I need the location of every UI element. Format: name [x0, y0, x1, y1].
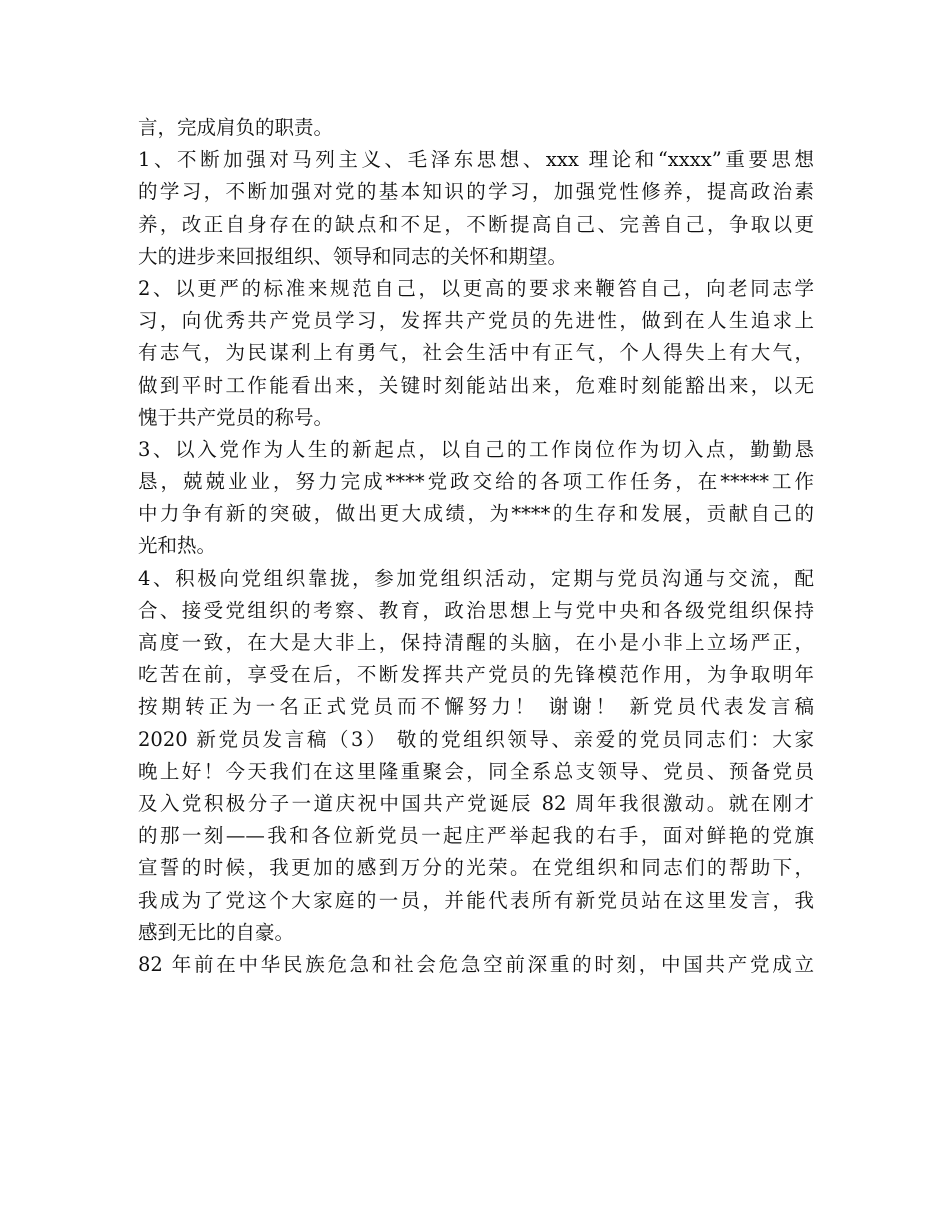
text-line: 合、接受党组织的考察、教育，政治思想上与党中央和各级党组织保持 — [138, 598, 814, 622]
text-line: 按期转正为一名正式党员而不懈努力！ 谢谢！ 新党员代表发言稿 — [138, 695, 814, 719]
text-line: 2、以更严的标准来规范自己，以更高的要求来鞭笞自己，向老同志学 — [138, 276, 814, 300]
text-line: 愧于共产党员的称号。 — [138, 405, 334, 429]
text-line: 光和热。 — [138, 534, 217, 558]
text-line: 及入党积极分子一道庆祝中国共产党诞辰 82 周年我很激动。就在刚才 — [138, 791, 814, 815]
text-line: 高度一致，在大是大非上，保持清醒的头脑，在小是小非上立场严正， — [138, 631, 814, 654]
text-line: 宣誓的时候，我更加的感到万分的光荣。在党组织和同志们的帮助下， — [138, 856, 814, 880]
text-line: 4、积极向党组织靠拢，参加党组织活动，定期与党员沟通与交流，配 — [138, 566, 814, 590]
text-line: 习，向优秀共产党员学习，发挥共产党员的先进性，做到在人生追求上 — [138, 309, 814, 333]
text-line: 养，改正自身存在的缺点和不足，不断提高自己、完善自己，争取以更 — [138, 212, 814, 236]
text-line: 大的进步来回报组织、领导和同志的关怀和期望。 — [138, 244, 568, 268]
text-line: 的学习，不断加强对党的基本知识的学习，加强党性修养，提高政治素 — [138, 180, 814, 204]
text-line: 1、不断加强对马列主义、毛泽东思想、xxx 理论和“xxxx”重要思想 — [138, 148, 814, 172]
text-line: 晚上好！今天我们在这里隆重聚会，同全系总支领导、党员、预备党员 — [138, 759, 814, 783]
text-line: 中力争有新的突破，做出更大成绩，为****的生存和发展，贡献自己的 — [138, 502, 814, 526]
text-line: 的那一刻——我和各位新党员一起庄严举起我的右手，面对鲜艳的党旗 — [138, 824, 814, 848]
text-line: 恳，兢兢业业，努力完成****党政交给的各项工作任务，在*****工作 — [138, 470, 814, 494]
text-line: 感到无比的自豪。 — [138, 920, 295, 944]
text-line: 2020 新党员发言稿（3） 敬的党组织领导、亲爱的党员同志们：大家 — [138, 727, 814, 751]
text-line: 有志气，为民谋利上有勇气，社会生活中有正气，个人得失上有大气， — [138, 341, 814, 365]
text-line: 吃苦在前，享受在后，不断发挥共产党员的先锋模范作用，为争取明年 — [138, 663, 814, 687]
text-line: 做到平时工作能看出来，关键时刻能站出来，危难时刻能豁出来，以无 — [138, 373, 814, 397]
text-line: 我成为了党这个大家庭的一员，并能代表所有新党员站在这里发言，我 — [138, 888, 814, 912]
text-line: 言，完成肩负的职责。 — [138, 116, 334, 139]
text-line: 82 年前在中华民族危急和社会危急空前深重的时刻，中国共产党成立 — [138, 952, 814, 976]
text-line: 3、以入党作为人生的新起点，以自己的工作岗位作为切入点，勤勤恳 — [138, 437, 814, 461]
document-body — [138, 112, 814, 981]
